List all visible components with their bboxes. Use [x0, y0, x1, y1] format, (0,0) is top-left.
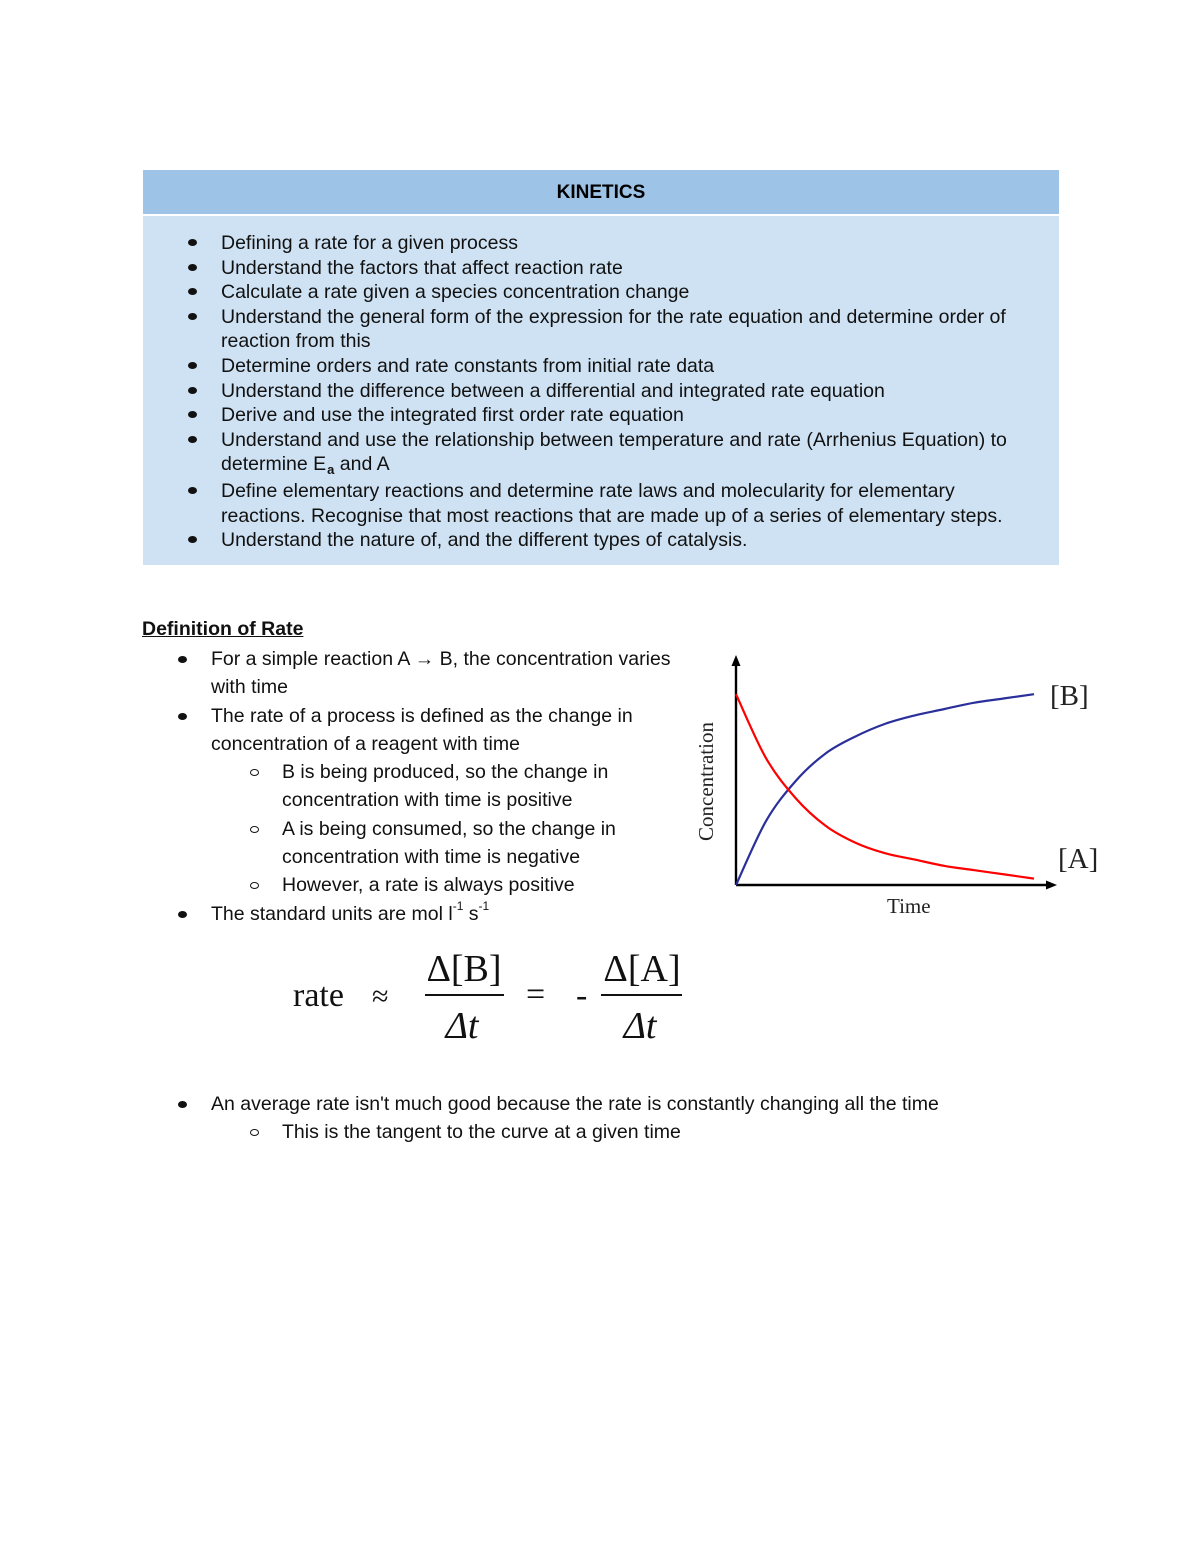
- list-item: [211, 1090, 1111, 1147]
- formula-denominator: Δt: [623, 1005, 657, 1047]
- formula-denominator: Δt: [445, 1005, 479, 1047]
- y-axis-arrow: [732, 655, 741, 666]
- objective-item: Understand the general form of the expression for the rate equation and determine order of reaction from this: [221, 305, 1035, 354]
- objective-item: [221, 428, 1035, 479]
- rate-formula: [280, 940, 700, 1050]
- objectives-body: [143, 216, 1059, 565]
- list-item-text: An average rate isn't much good because the rate is constantly changing all the time: [211, 1093, 939, 1115]
- y-axis-label: Concentration: [694, 722, 718, 841]
- units-item: [211, 900, 671, 928]
- list-item: For a simple reaction A → B, the concentration varies with time: [211, 645, 671, 702]
- sub-list-item: A is being consumed, so the change in concentration with time is negative: [282, 815, 671, 872]
- objectives-box: [143, 170, 1059, 565]
- legend-label-b: [B]: [1050, 680, 1089, 712]
- objective-item: Define elementary reactions and determine rate laws and molecularity for elementary reactions. Recognise that most reactions that are made up of a series of elementary steps.: [221, 479, 1035, 528]
- units-text: s: [463, 902, 479, 925]
- formula-numerator-b: Δ[B]: [426, 948, 502, 990]
- section-title: Definition of Rate: [142, 618, 304, 640]
- list-item-text: The rate of a process is defined as the change in concentration of a reagent with time: [211, 704, 633, 755]
- units-exponent: -1: [452, 899, 464, 914]
- concentration-time-graph: [684, 645, 1114, 930]
- activation-energy-subscript: a: [327, 462, 335, 478]
- formula-numerator-a: Δ[A]: [603, 948, 681, 990]
- objective-item: Defining a rate for a given process: [221, 231, 1035, 256]
- objective-text: Understand and use the relationship between temperature and rate (Arrhenius Equation) to determine E: [221, 428, 1007, 476]
- formula-minus: -: [576, 977, 588, 1014]
- objective-item: Calculate a rate given a species concentration change: [221, 280, 1035, 305]
- sub-list-item: However, a rate is always positive: [282, 871, 671, 899]
- objective-item: Understand the nature of, and the different types of catalysis.: [221, 528, 1035, 553]
- list-item: [211, 702, 671, 900]
- sub-list-item: B is being produced, so the change in concentration with time is positive: [282, 758, 671, 815]
- objective-item: Understand the factors that affect reaction rate: [221, 256, 1035, 281]
- legend-label-a: [A]: [1058, 843, 1099, 875]
- formula-equals: =: [526, 976, 546, 1013]
- formula-rate: rate: [293, 977, 344, 1014]
- sub-list: [211, 758, 671, 899]
- series-line-a: [736, 694, 1034, 878]
- x-axis-label: Time: [887, 894, 931, 918]
- objective-item: Derive and use the integrated first order rate equation: [221, 403, 1035, 428]
- sub-list: [211, 1118, 1111, 1146]
- objective-text-end: and A: [334, 453, 390, 476]
- units-exponent: -1: [478, 899, 490, 914]
- definition-list: [211, 645, 671, 928]
- rate-notes-list: [211, 1090, 1111, 1147]
- formula-approx: ≈: [372, 980, 389, 1013]
- sub-list-item: This is the tangent to the curve at a given time: [282, 1118, 1111, 1146]
- objective-item: Understand the difference between a differential and integrated rate equation: [221, 379, 1035, 404]
- series-line-b: [736, 694, 1034, 885]
- objectives-title: KINETICS: [143, 170, 1059, 216]
- units-text: The standard units are mol l: [211, 902, 453, 925]
- objectives-list: [221, 231, 1035, 553]
- objective-item: Determine orders and rate constants from initial rate data: [221, 354, 1035, 379]
- x-axis-arrow: [1046, 881, 1057, 890]
